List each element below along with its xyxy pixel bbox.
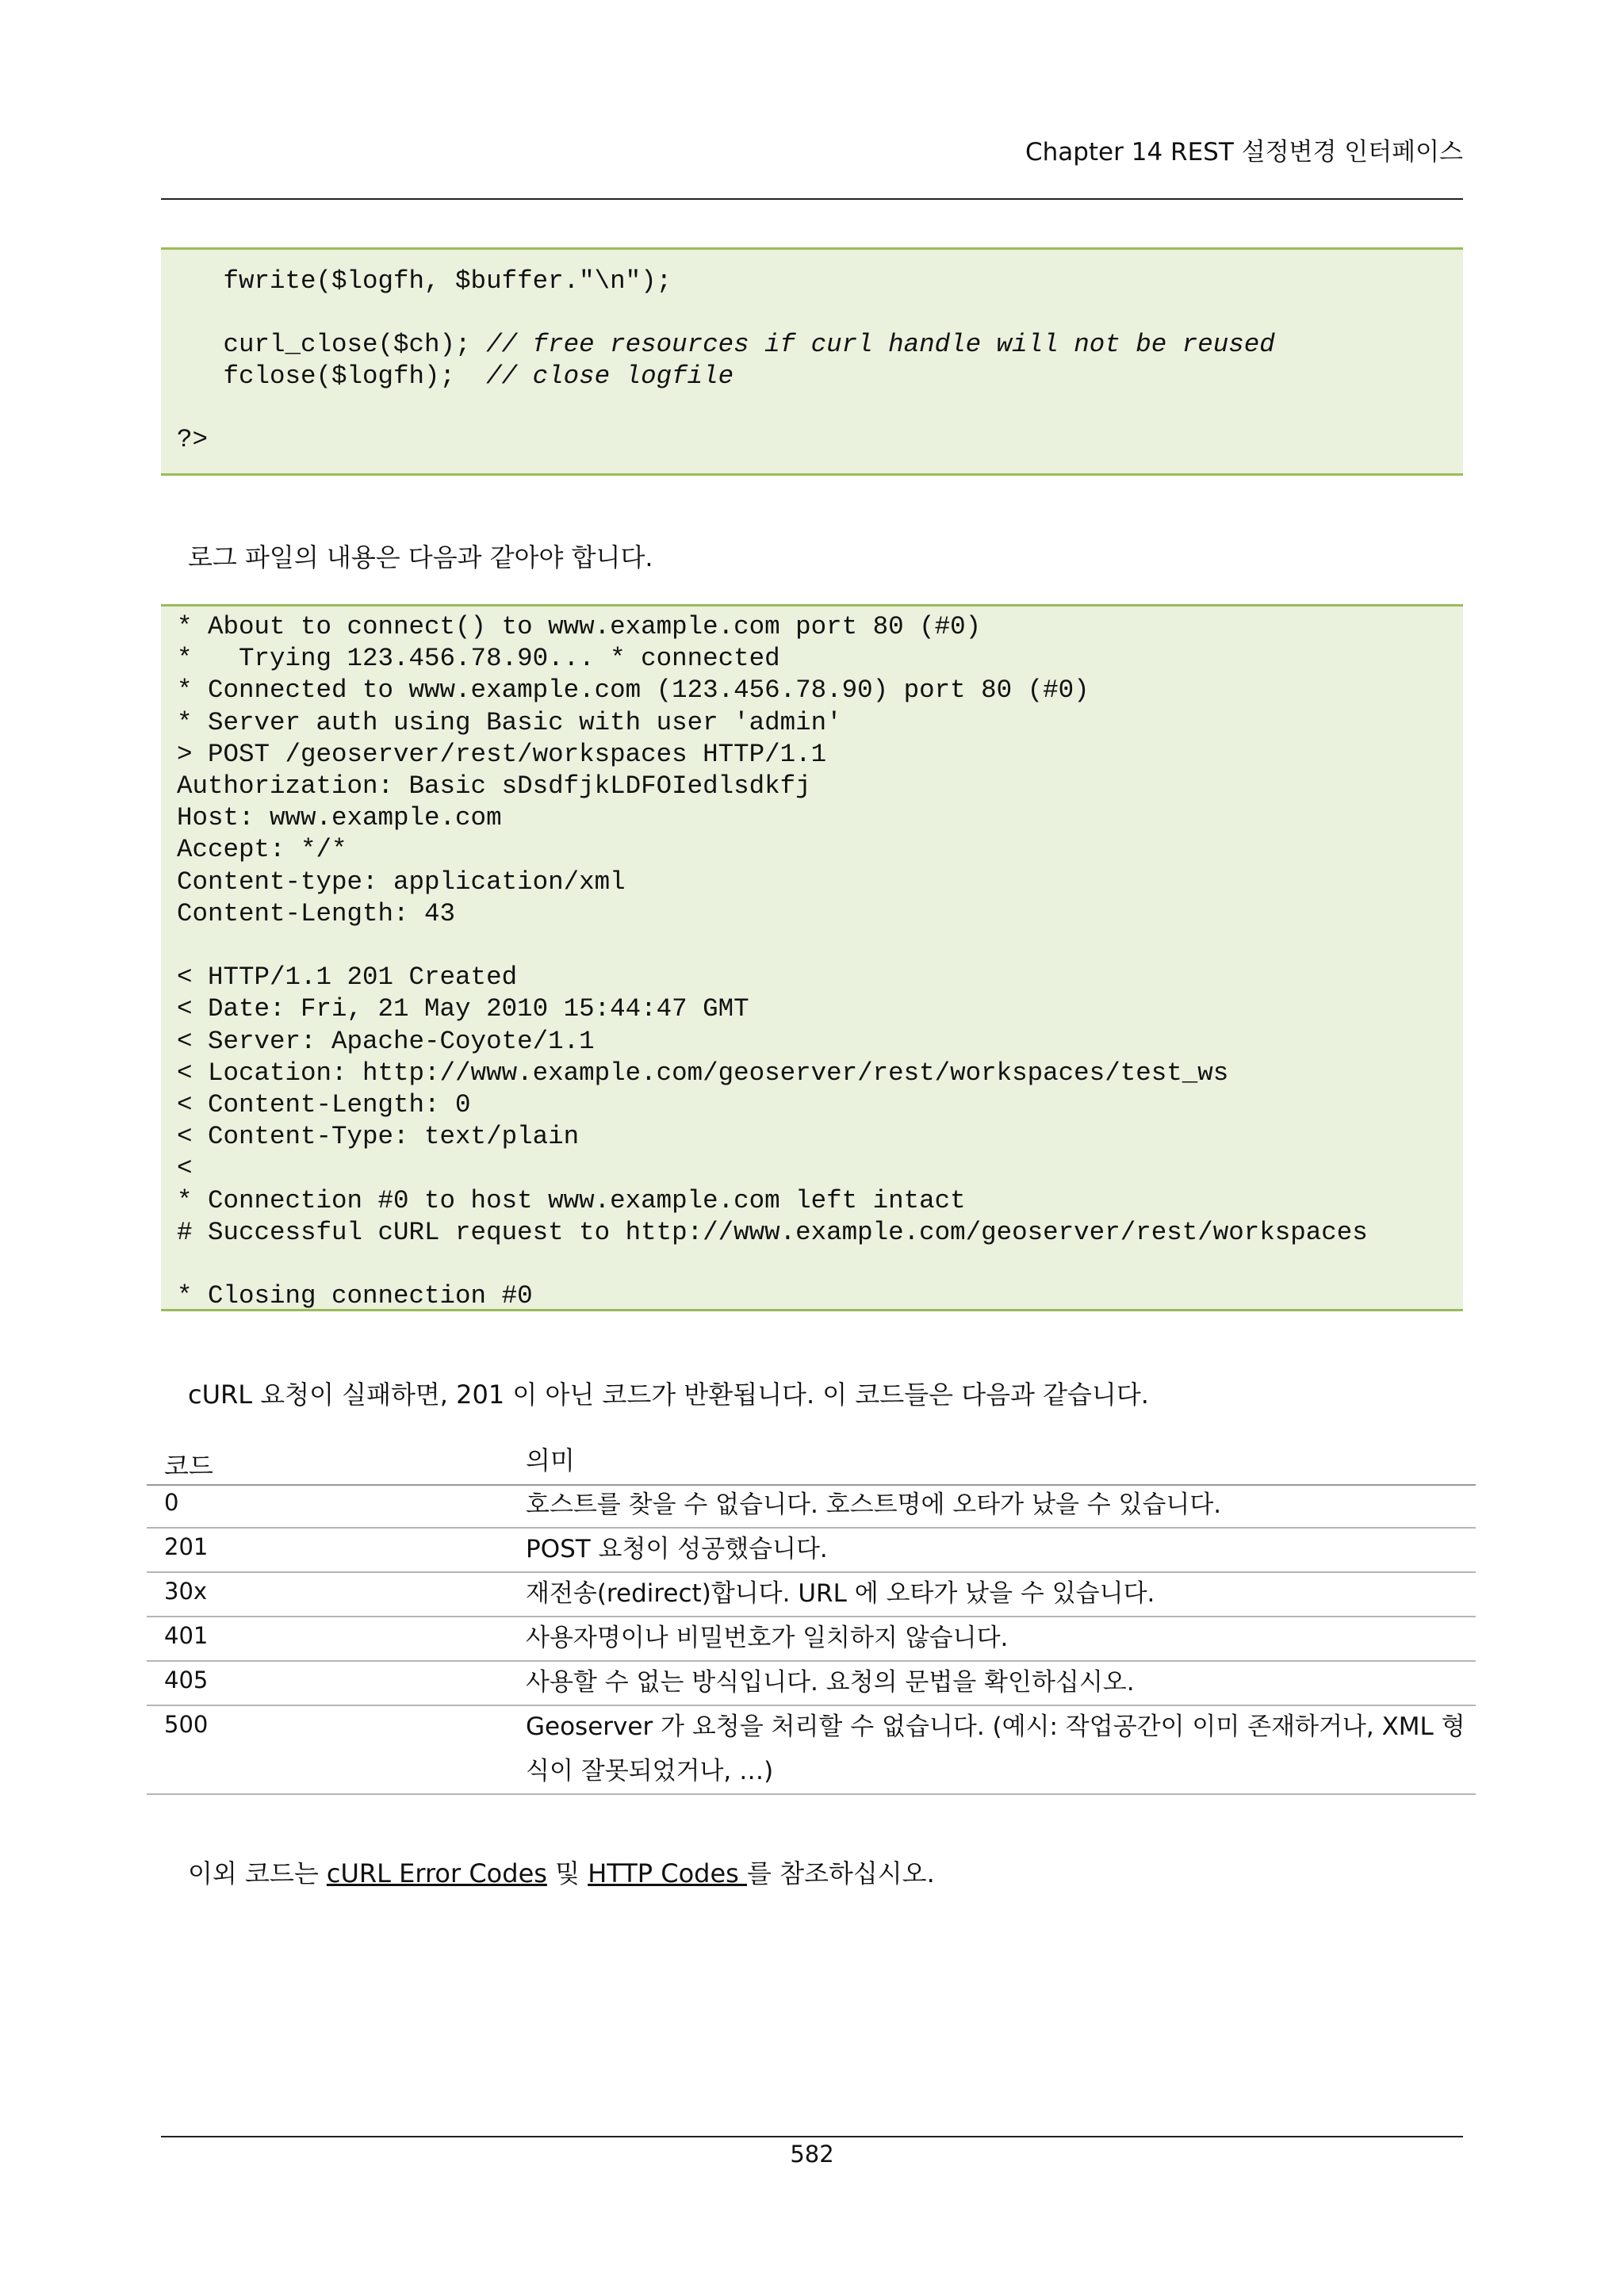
php-code-block	[161, 247, 1463, 476]
code-line: ?>	[177, 425, 209, 454]
log-line: * Server auth using Basic with user 'admin'	[177, 707, 842, 737]
log-line: Content-type: application/xml	[177, 867, 626, 897]
log-line: * Connected to www.example.com (123.456.78.90) port 80 (#0)	[177, 675, 1090, 706]
http-codes-link[interactable]: HTTP Codes	[588, 1858, 748, 1888]
log-intro-paragraph: 로그 파일의 내용은 다음과 같아야 합니다.	[188, 542, 653, 572]
code-comment: // free resources if curl handle will not be reused	[486, 330, 1275, 359]
table-row	[147, 1617, 1476, 1662]
table-row	[147, 1662, 1476, 1706]
header-divider	[161, 198, 1463, 200]
log-line: < Content-Length: 0	[177, 1090, 471, 1119]
log-line: Accept: */*	[177, 835, 347, 865]
log-line: * About to connect() to www.example.com port 80 (#0)	[177, 612, 982, 641]
table-cell-code: 500	[164, 1711, 209, 1738]
log-line: < Location: http://www.example.com/geoserver/rest/workspaces/test_ws	[177, 1058, 1229, 1088]
table-cell-code: 401	[164, 1622, 209, 1649]
log-line: Content-Length: 43	[177, 898, 456, 928]
log-line: # Successful cURL request to http://www.example.com/geoserver/rest/workspaces	[177, 1217, 1368, 1247]
log-line: < Date: Fri, 21 May 2010 15:44:47 GMT	[177, 994, 749, 1024]
log-line: > POST /geoserver/rest/workspaces HTTP/1.1	[177, 739, 827, 769]
code-line: fwrite($logfh, $buffer."\n");	[177, 266, 672, 296]
table-cell-meaning: POST 요청이 성공했습니다.	[526, 1535, 828, 1563]
log-line: * Connection #0 to host www.example.com left intact	[177, 1185, 966, 1215]
table-cell-code: 0	[164, 1489, 179, 1516]
table-cell-code: 30x	[164, 1578, 208, 1605]
log-output-block	[161, 604, 1463, 1311]
other-codes-paragraph	[188, 1854, 935, 1890]
other-codes-prefix: 이외 코드는	[188, 1858, 327, 1888]
table-header-meaning: 의미	[526, 1445, 575, 1475]
table-header-code: 코드	[164, 1451, 213, 1481]
curl-error-codes-link[interactable]: cURL Error Codes	[326, 1858, 547, 1888]
table-cell-meaning: 재전송(redirect)합니다. URL 에 오타가 났을 수 있습니다.	[526, 1579, 1155, 1608]
table-cell-meaning: Geoserver 가 요청을 처리할 수 없습니다. (예시: 작업공간이 이미 존재하거나, XML 형식이 잘못되었거나, …)	[526, 1712, 1465, 1785]
code-line: fclose($logfh); // close logfile	[177, 362, 734, 391]
other-codes-suffix: 를 참조하십시오.	[747, 1858, 935, 1888]
table-cell-meaning: 사용자명이나 비밀번호가 일치하지 않습니다.	[526, 1624, 1009, 1652]
log-line: < Content-Type: text/plain	[177, 1122, 580, 1152]
footer-divider	[161, 2136, 1463, 2137]
log-line: <	[177, 1154, 193, 1184]
log-line: * Trying 123.456.78.90... * connected	[177, 644, 780, 674]
table-row	[147, 1529, 1476, 1573]
table-row	[147, 1484, 1476, 1529]
log-line: Authorization: Basic sDsdfjkLDFOIedlsdkfj	[177, 771, 811, 801]
table-cell-meaning: 호스트를 찾을 수 없습니다. 호스트명에 오타가 났을 수 있습니다.	[526, 1490, 1222, 1519]
page-header-title: Chapter 14 REST 설정변경 인터페이스	[1025, 138, 1463, 166]
page-number: 582	[790, 2141, 834, 2168]
table-row	[147, 1706, 1476, 1795]
table-cell-meaning: 사용할 수 없는 방식입니다. 요청의 문법을 확인하십시오.	[526, 1668, 1135, 1697]
table-cell-code: 405	[164, 1667, 209, 1693]
failure-paragraph: cURL 요청이 실패하면, 201 이 아닌 코드가 반환됩니다. 이 코드들은 다음과 같습니다.	[188, 1380, 1149, 1410]
table-header-row	[147, 1443, 1476, 1486]
code-comment: // close logfile	[486, 362, 734, 391]
log-line: Host: www.example.com	[177, 803, 502, 833]
log-line: < HTTP/1.1 201 Created	[177, 962, 518, 993]
table-cell-code: 201	[164, 1533, 209, 1560]
table-row	[147, 1573, 1476, 1617]
log-line: * Closing connection #0	[177, 1281, 533, 1311]
other-codes-middle: 및	[546, 1858, 588, 1888]
code-line: curl_close($ch); // free resources if curl handle will not be reused	[177, 330, 1275, 359]
log-line: < Server: Apache-Coyote/1.1	[177, 1026, 595, 1056]
